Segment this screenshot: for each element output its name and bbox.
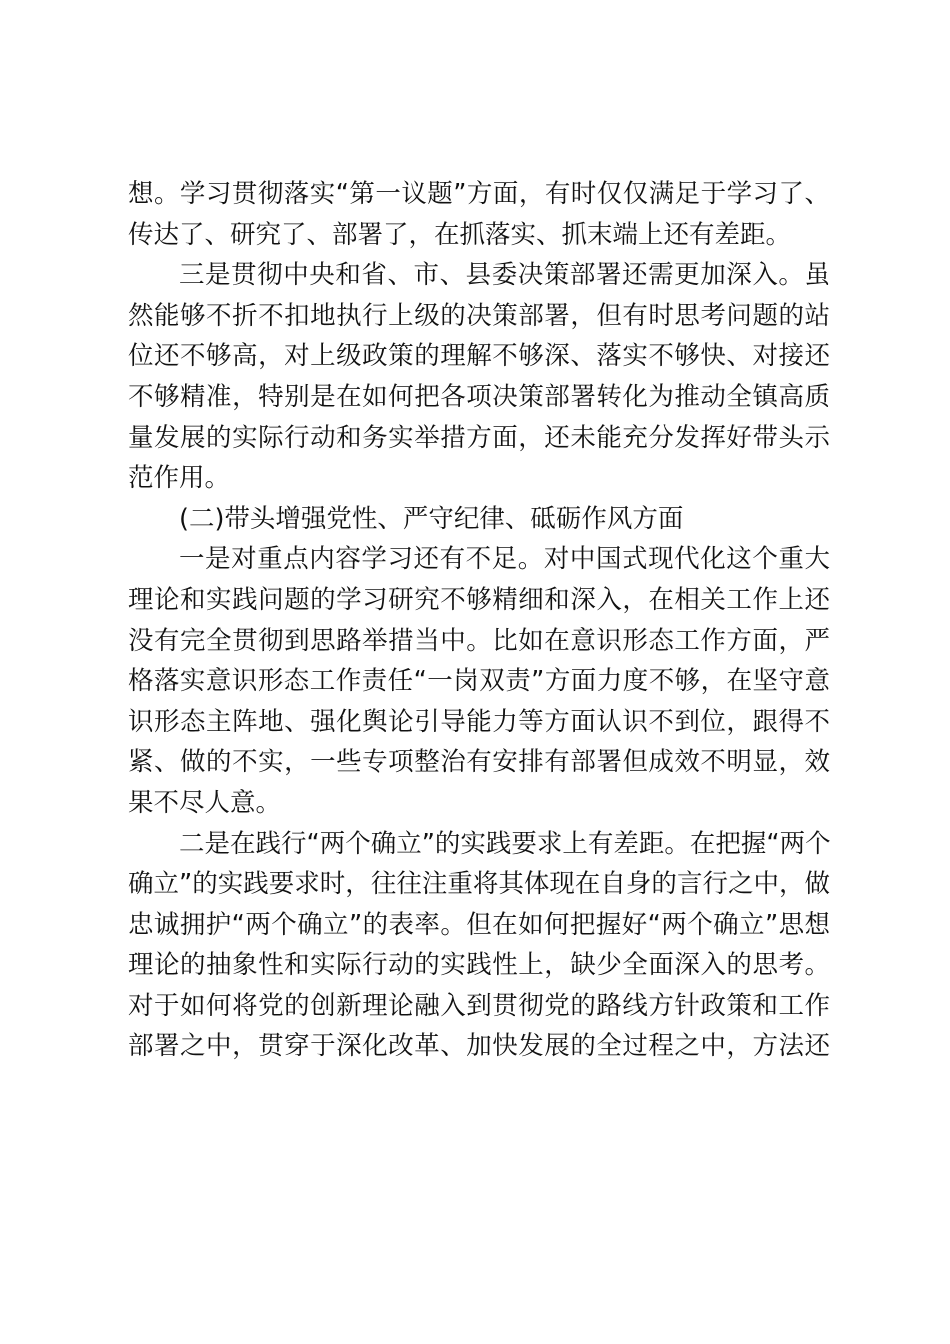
paragraph-line: 理论和实践问题的学习研究不够精细和深入，在相关工作上还 xyxy=(128,584,830,615)
paragraph-line: 二是在践行“两个确立”的实践要求上有差距。在把握“两个 xyxy=(179,828,831,859)
paragraph-line: 位还不够高，对上级政策的理解不够深、落实不够快、对接还 xyxy=(128,341,830,372)
paragraph-line: 理论的抽象性和实际行动的实践性上，缺少全面深入的思考。 xyxy=(128,950,830,981)
paragraph-line: 传达了、研究了、部署了，在抓落实、抓末端上还有差距。 xyxy=(128,219,792,250)
paragraph-line: 范作用。 xyxy=(128,463,231,494)
paragraph-line: 三是贯彻中央和省、市、县委决策部署还需更加深入。虽 xyxy=(179,260,830,291)
section-heading: (二)带头增强党性、严守纪律、砥砺作风方面 xyxy=(179,503,684,534)
paragraph-line: 确立”的实践要求时，往往注重将其体现在自身的言行之中，做 xyxy=(128,869,830,900)
paragraph-line: 紧、做的不实，一些专项整治有安排有部署但成效不明显，效 xyxy=(128,747,830,778)
document-body xyxy=(128,174,830,1067)
paragraph-line: 部署之中，贯穿于深化改革、加快发展的全过程之中，方法还 xyxy=(128,1031,830,1062)
paragraph-line: 没有完全贯彻到思路举措当中。比如在意识形态工作方面，严 xyxy=(128,625,830,656)
paragraph-line: 不够精准，特别是在如何把各项决策部署转化为推动全镇高质 xyxy=(128,381,830,412)
paragraph-line: 一是对重点内容学习还有不足。对中国式现代化这个重大 xyxy=(179,544,830,575)
paragraph-line: 忠诚拥护“两个确立”的表率。但在如何把握好“两个确立”思想 xyxy=(128,909,830,940)
paragraph-line: 然能够不折不扣地执行上级的决策部署，但有时思考问题的站 xyxy=(128,300,830,331)
paragraph-line: 果不尽人意。 xyxy=(128,787,282,818)
paragraph-line: 格落实意识形态工作责任“一岗双责”方面力度不够，在坚守意 xyxy=(128,666,830,697)
paragraph-line: 量发展的实际行动和务实举措方面，还未能充分发挥好带头示 xyxy=(128,422,830,453)
paragraph-line: 对于如何将党的创新理论融入到贯彻党的路线方针政策和工作 xyxy=(128,990,830,1021)
paragraph-line: 识形态主阵地、强化舆论引导能力等方面认识不到位，跟得不 xyxy=(128,706,830,737)
paragraph-line: 想。学习贯彻落实“第一议题”方面，有时仅仅满足于学习了、 xyxy=(128,179,830,209)
